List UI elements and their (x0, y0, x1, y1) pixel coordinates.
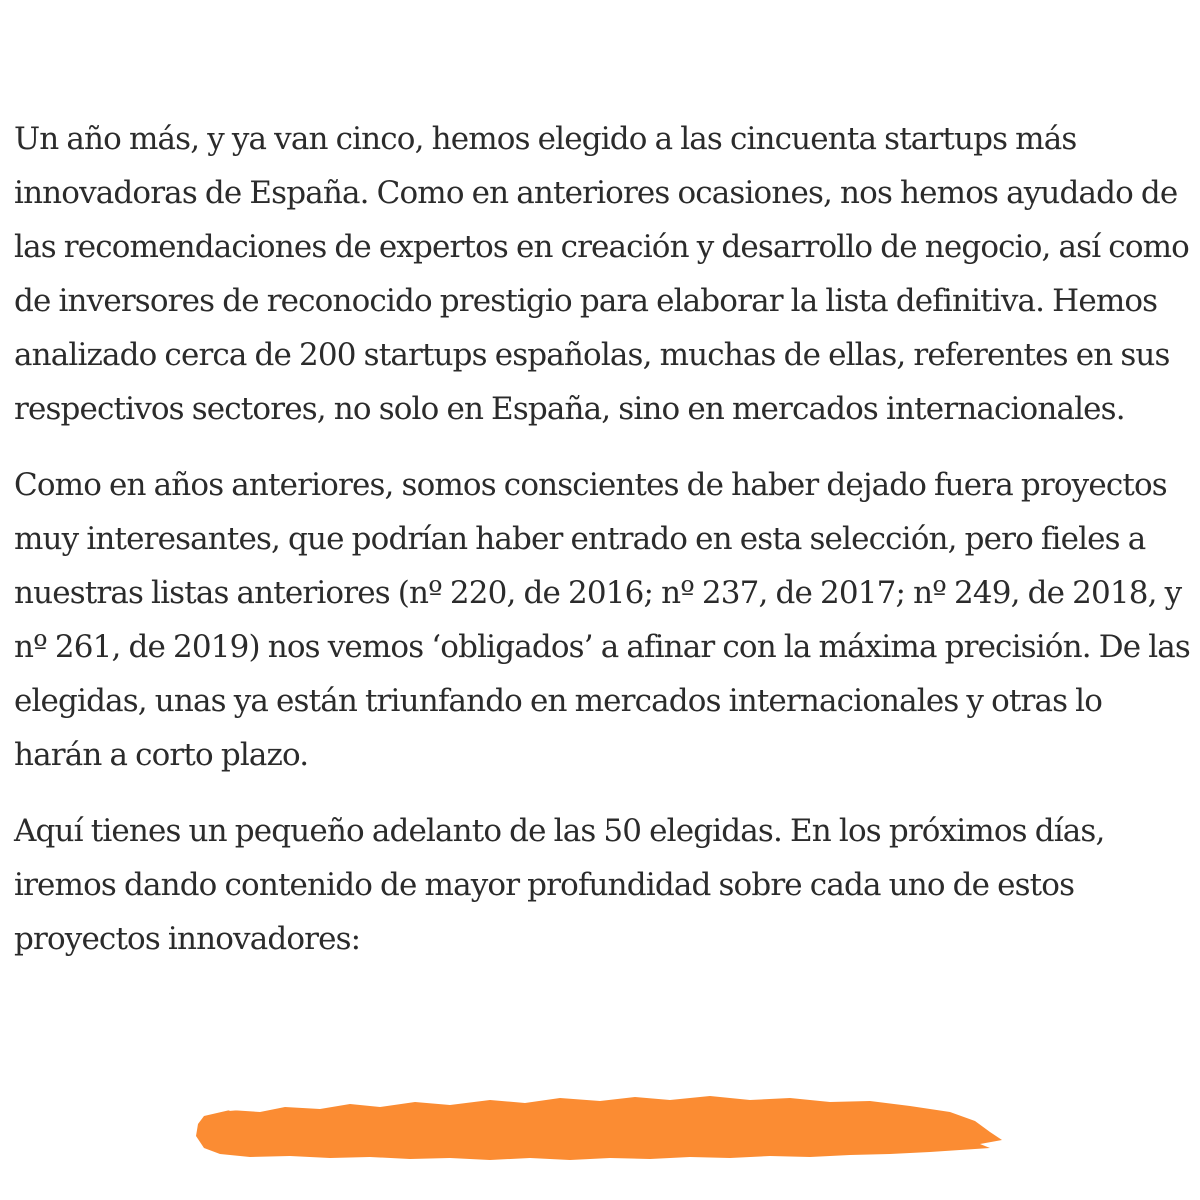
paragraph-intro: Un año más, y ya van cinco, hemos elegido a las cincuenta startups más innovadoras de España. Como en anteriores ocasiones, nos hemos ayudado de las recomendaciones de expertos en creación y desarrollo de negocio, así como de inversores de reconocido prestigio para elaborar la lista definitiva. Hemos analizado cerca de 200 startups españolas, muchas de ellas, referentes en sus respectivos sectores, no solo en España, sino en mercados internacionales. (14, 121, 1189, 427)
paragraph-selection: Como en años anteriores, somos conscientes de haber dejado fuera proyectos muy interesantes, que podrían haber entrado en esta selección, pero fieles a nuestras listas anteriores (nº 220, de 2016; nº 237, de 2017; nº 249, de 2018, y nº 261, de 2019) nos vemos ‘obligados’ a afinar con la máxima precisión. De las elegidas, unas ya están triunfando en mercados internacionales y otras lo harán a corto plazo. (14, 467, 1190, 773)
orange-brush-stroke (190, 1088, 1010, 1166)
paragraph-preview: Aquí tienes un pequeño adelanto de las 50 elegidas. En los próximos días, iremos dando contenido de mayor profundidad sobre cada uno de estos proyectos innovadores: (14, 813, 1105, 957)
article-body (14, 112, 1194, 966)
